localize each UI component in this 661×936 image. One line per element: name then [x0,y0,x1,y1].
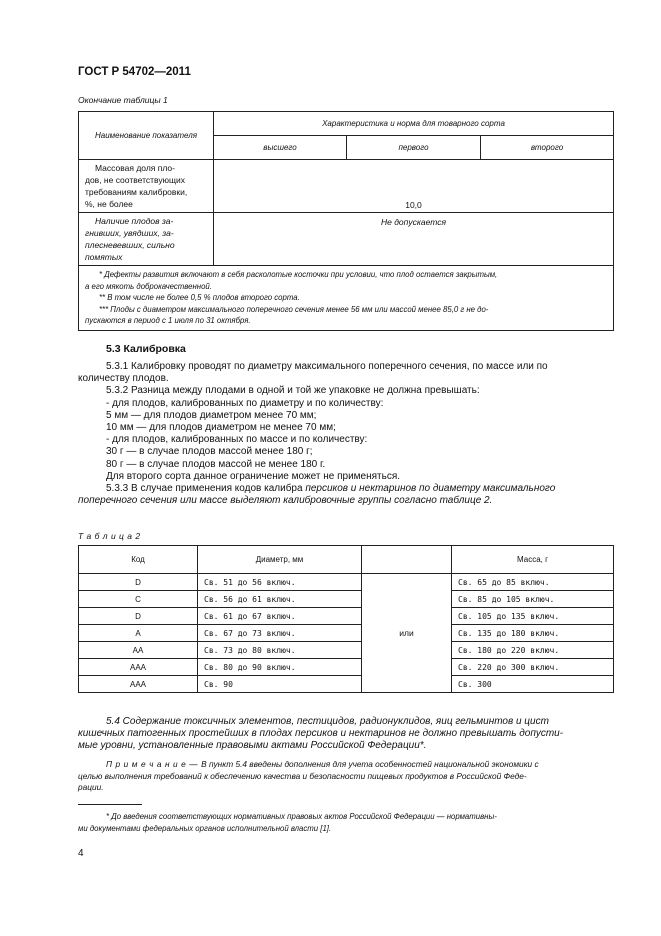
table1-header-group: Характеристика и норма для товарного сорта [214,112,614,136]
table2 [78,545,614,693]
table2-header-diameter: Диаметр, мм [198,546,362,574]
table2-diameter: Св. 56 до 61 включ. [198,591,362,608]
table1 [78,111,614,331]
table2-mass: Св. 135 до 180 включ. [452,625,614,642]
table2-diameter: Св. 73 до 80 включ. [198,642,362,659]
table2-diameter: Св. 67 до 73 включ. [198,625,362,642]
table2-code: AA [79,642,198,659]
section-body: 5.3.1 Калибровку проводят по диаметру максимального поперечного сечения, по массе или по количеству плодов. 5.3.2 Разница между плодами в одной и той же упаковке не должна превышать: - для плодов, калиброванных по диаметру и по количеству: 5 мм — для плодов диаметром менее 70 мм; 10 мм — для плодов диаметром не менее 70 мм; - для плодов, калиброванных по массе и по количеству: 30 г — в случае плодов массой менее 180 г; 80 г — в случае плодов массой не менее 180 г. Для второго сорта данное ограничение может не применяться. 5.3.3 В случае применения кодов калибра персиков и нектаринов по диаметру максимального поперечного сечения или массе выделяют калибровочные группы согласно таблице 2. [78,361,618,507]
table2-mass: Св. 85 до 105 включ. [452,591,614,608]
table2-diameter: Св. 61 до 67 включ. [198,608,362,625]
table2-code: AAA [79,676,198,693]
para-5-4: 5.4 Содержание токсичных элементов, пестицидов, радионуклидов, яиц гельминтов и цист кишечных патогенных простейших в плодах персиков и нектаринов не должно превышать допусти- мые уровни, установленные правовыми актами Российской Федерации*. [78,716,564,752]
table2-code: A [79,625,198,642]
table2-mass: Св. 105 до 135 включ. [452,608,614,625]
table1-row2-value: Не допускается [214,213,614,266]
table1-row1-value: 10,0 [214,160,614,213]
note-label: П р и м е ч а н и е — [106,759,202,769]
table2-caption: Т а б л и ц а 2 [78,531,141,541]
table1-grade-top: высшего [214,136,347,160]
page-number: 4 [78,848,84,859]
table1-header-name: Наименование показателя [79,112,214,160]
table2-header-blank [362,546,452,574]
table2-code: C [79,591,198,608]
table1-row1-name: Массовая доля пло- дов, не соответствующих требованиям калибровки, %, не более [79,160,214,213]
table1-notes: * Дефекты развития включают в себя расколотые косточки при условии, что плод остается закрытым, а его мякоть доброкачественной. ** В том числе не более 0,5 % плодов второго сорта. *** Плоды с диаметром максимального поперечного сечения менее 56 мм или массой менее 85,0 г не до- пускаются в период с 1 июля по 31 октября. [79,266,614,331]
table2-mass: Св. 180 до 220 включ. [452,642,614,659]
table1-grade-first: первого [347,136,481,160]
footnote: * До введения соответствующих нормативных правовых актов Российской Федерации — нормативны- ми документами федеральных органов исполнительной власти [1]. [78,812,497,833]
table2-mass: Св. 300 [452,676,614,693]
table2-code: D [79,608,198,625]
table1-caption: Окончание таблицы 1 [78,95,168,105]
table2-mass: Св. 65 до 85 включ. [452,574,614,591]
document-header: ГОСТ Р 54702—2011 [78,66,191,78]
table2-code: D [79,574,198,591]
section-heading: 5.3 Калибровка [106,343,186,355]
table2-code: AAA [79,659,198,676]
table2-diameter: Св. 51 до 56 включ. [198,574,362,591]
table2-header-mass: Масса, г [452,546,614,574]
table1-row2-name: Наличие плодов за- гнивших, увядших, за- плесневевших, сильно помятых [79,213,214,266]
para-5-3-3: 5.3.3 В случае применения кодов калибра персиков и нектаринов по диаметру максимального [106,483,556,495]
table2-mass: Св. 220 до 300 включ. [452,659,614,676]
table2-diameter: Св. 80 до 90 включ. [198,659,362,676]
table2-diameter: Св. 90 [198,676,362,693]
note: П р и м е ч а н и е — В пункт 5.4 введены дополнения для учета особенностей национальной экономики с целью выполнения требований к обеспечению качества и безопасности пищевых продуктов в Российской Феде- рации. [78,759,539,792]
footnote-divider [78,804,142,805]
table2-header-code: Код [79,546,198,574]
table2-or: или [362,574,452,693]
table1-grade-second: второго [481,136,614,160]
